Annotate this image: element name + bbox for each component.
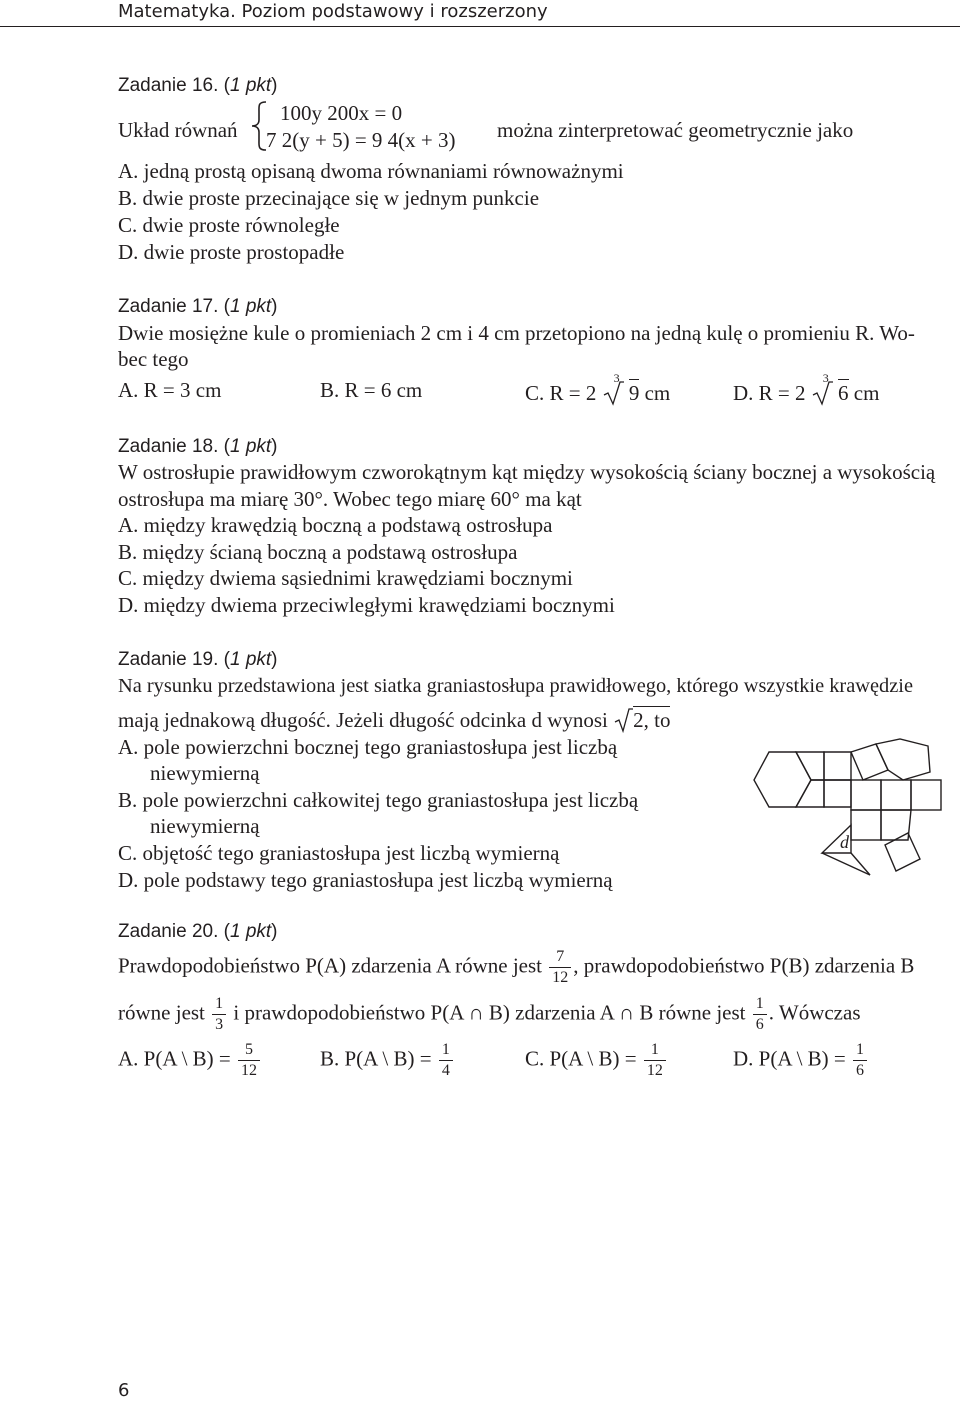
task-17-line2: bec tego <box>118 347 189 371</box>
lateral-face-4 <box>851 810 881 840</box>
lateral-face-6 <box>885 833 920 871</box>
radical-sign-icon <box>602 380 624 406</box>
task-16-suffix: można zinterpretować geometrycznie jako <box>497 118 854 142</box>
task-17-option-d-unit: cm <box>853 381 880 405</box>
task-18-title-text: Zadanie 18. <box>118 436 219 457</box>
page-header <box>0 0 960 27</box>
net-face-top-right <box>851 744 888 780</box>
task-19-option-b-cont: niewymierną <box>150 814 260 838</box>
task-17-title: Zadanie 17. (1 pkt) <box>118 296 278 317</box>
task-16-option-b: B. dwie proste przecinające się w jednym punkcie <box>118 186 540 210</box>
task-19-line2-text: mają jednakową długość. Jeżeli długość odcinka d wynosi <box>118 708 608 732</box>
fraction-numerator: 5 <box>238 1042 260 1061</box>
task-17-line1: Dwie mosiężne kule o promieniach 2 cm i 4 cm przetopiono na jedną kulę o promieniu R. Wo- <box>118 321 915 345</box>
task-17-option-d-radicand: 6 <box>838 381 849 405</box>
fraction-denominator: 4 <box>441 1062 450 1079</box>
task-17-option-c-radicand: 9 <box>628 381 640 405</box>
fraction-denominator: 3 <box>215 1016 224 1033</box>
fraction <box>853 1042 867 1079</box>
task-18-option-b: B. między ścianą boczną a podstawą ostrosłupa <box>118 540 518 564</box>
task-19-line1: Na rysunku przedstawiona jest siatka graniastosłupa prawidłowego, którego wszystkie krawędzie <box>118 675 914 697</box>
task-20-option-label: B. P(A \ B) = <box>320 1046 432 1071</box>
lateral-face-5 <box>881 810 911 840</box>
task-20-para2 <box>118 996 861 1033</box>
fraction-p-ab <box>753 996 767 1033</box>
cube-root <box>811 371 849 406</box>
task-16-option-c: C. dwie proste równoległe <box>118 213 340 237</box>
lateral-face-1 <box>851 780 881 810</box>
net-face-top-left <box>796 752 824 780</box>
task-16-option-d: D. dwie proste prostopadłe <box>118 240 345 264</box>
net-face-top-middle <box>824 752 851 780</box>
task-17-option-a: A. R = 3 cm <box>118 378 222 402</box>
radical-sign-icon <box>613 707 633 733</box>
fraction-p-a <box>549 949 571 986</box>
hexagon-base-right <box>876 739 930 780</box>
fraction-denominator: 12 <box>241 1062 258 1079</box>
header-title: Matematyka. Poziom podstawowy i rozszerzony <box>118 1 548 22</box>
fraction-denominator: 6 <box>755 1016 764 1033</box>
fraction <box>439 1042 453 1079</box>
task-19-title-text: Zadanie 19. <box>118 649 219 670</box>
task-19-option-a: A. pole powierzchni bocznej tego graniastosłupa jest liczbą <box>118 735 618 759</box>
page-number: 6 <box>118 1380 130 1401</box>
task-19-option-a-cont: niewymierną <box>150 761 260 785</box>
task-20-option-label: A. P(A \ B) = <box>118 1046 231 1071</box>
task-20-option-c <box>525 1042 668 1079</box>
fraction-denominator: 6 <box>856 1062 865 1079</box>
task-20-para1 <box>118 949 914 986</box>
task-17-option-c <box>525 371 671 406</box>
task-19-option-d: D. pole podstawy tego graniastosłupa jest liczbą wymierną <box>118 868 613 892</box>
task-20-title-text: Zadanie 20. <box>118 921 219 942</box>
fraction-numerator: 1 <box>644 1042 666 1061</box>
task-18-line2: ostrosłupa ma miarę 30°. Wobec tego miarę 60° ma kąt <box>118 487 582 511</box>
task-16-title-text: Zadanie 16. <box>118 75 219 96</box>
net-face-bottom-middle <box>824 780 851 807</box>
task-20-para1-post: , prawdopodobieństwo P(B) zdarzenia B <box>573 953 915 978</box>
task-20-points: 1 pkt <box>229 921 272 942</box>
task-16-eq1: 100y 200x = 0 <box>280 101 403 125</box>
task-20-option-label: C. P(A \ B) = <box>525 1046 637 1071</box>
task-20-title: Zadanie 20. (1 pkt) <box>118 921 278 942</box>
task-17-option-c-label: C. R = 2 <box>525 381 597 405</box>
task-20-option-b <box>320 1042 455 1079</box>
prism-net-figure <box>740 735 950 885</box>
fraction <box>644 1042 666 1079</box>
task-20-para1-pre: Prawdopodobieństwo P(A) zdarzenia A równe jest <box>118 953 542 978</box>
task-20-para2-mid: i prawdopodobieństwo P(A ∩ B) zdarzenia A ∩ B równe jest <box>233 1000 746 1025</box>
task-17-option-d-label: D. R = 2 <box>733 381 806 405</box>
task-20-option-a <box>118 1042 262 1079</box>
task-20-option-label: D. P(A \ B) = <box>733 1046 846 1071</box>
task-16-points: 1 pkt <box>229 75 272 96</box>
task-18-points: 1 pkt <box>229 436 272 457</box>
root-index: 3 <box>613 371 620 385</box>
task-17-option-b: B. R = 6 cm <box>320 378 423 402</box>
fraction-numerator: 1 <box>439 1042 453 1061</box>
task-17-title-text: Zadanie 17. <box>118 296 219 317</box>
segment-d-label: d <box>840 832 849 852</box>
task-19-line2 <box>118 707 670 733</box>
root-index: 3 <box>822 371 829 385</box>
segment-d-base <box>822 853 870 875</box>
task-19-radicand: 2, to <box>633 708 671 732</box>
fraction <box>238 1042 260 1079</box>
fraction-denominator: 12 <box>552 969 569 986</box>
fraction-numerator: 1 <box>853 1042 867 1061</box>
cube-root <box>602 371 640 406</box>
segment-d <box>851 853 870 875</box>
task-18-option-c: C. między dwiema sąsiednimi krawędziami bocznymi <box>118 566 573 590</box>
task-16-intro: Układ równań <box>118 118 238 142</box>
task-18-option-a: A. między krawędzią boczną a podstawą ostrosłupa <box>118 513 553 537</box>
fraction-numerator: 7 <box>549 949 571 968</box>
task-16-eq2: 7 2(y + 5) = 9 4(x + 3) <box>266 128 456 152</box>
task-16-option-a: A. jedną prostą opisaną dwoma równaniami równoważnymi <box>118 159 624 183</box>
task-19-option-b: B. pole powierzchni całkowitej tego graniastosłupa jest liczbą <box>118 788 639 812</box>
task-19-option-c: C. objętość tego graniastosłupa jest liczbą wymierną <box>118 841 560 865</box>
fraction-numerator: 1 <box>212 996 226 1015</box>
fraction-denominator: 12 <box>646 1062 663 1079</box>
task-20-para2-pre: równe jest <box>118 1000 205 1025</box>
fraction-numerator: 1 <box>753 996 767 1015</box>
task-19-title: Zadanie 19. (1 pkt) <box>118 649 278 670</box>
hexagon-base-left <box>754 752 811 807</box>
net-face-bottom-left <box>796 780 824 807</box>
task-18-title: Zadanie 18. (1 pkt) <box>118 436 278 457</box>
radical-sign-icon <box>811 380 833 406</box>
task-17-option-c-unit: cm <box>644 381 671 405</box>
lateral-face-3 <box>911 780 941 810</box>
task-16-title: Zadanie 16. (1 pkt) <box>118 75 278 96</box>
task-20-para2-post: . Wówczas <box>768 1000 861 1025</box>
fraction-p-b <box>212 996 226 1033</box>
task-17-option-d <box>733 371 880 406</box>
task-20-option-d <box>733 1042 869 1079</box>
task-17-points: 1 pkt <box>229 296 272 317</box>
lateral-face-2 <box>881 780 911 810</box>
task-18-line1: W ostrosłupie prawidłowym czworokątnym kąt między wysokością ściany bocznej a wysokością <box>118 460 936 484</box>
task-19-points: 1 pkt <box>229 649 272 670</box>
task-18-option-d: D. między dwiema przeciwległymi krawędziami bocznymi <box>118 593 615 617</box>
